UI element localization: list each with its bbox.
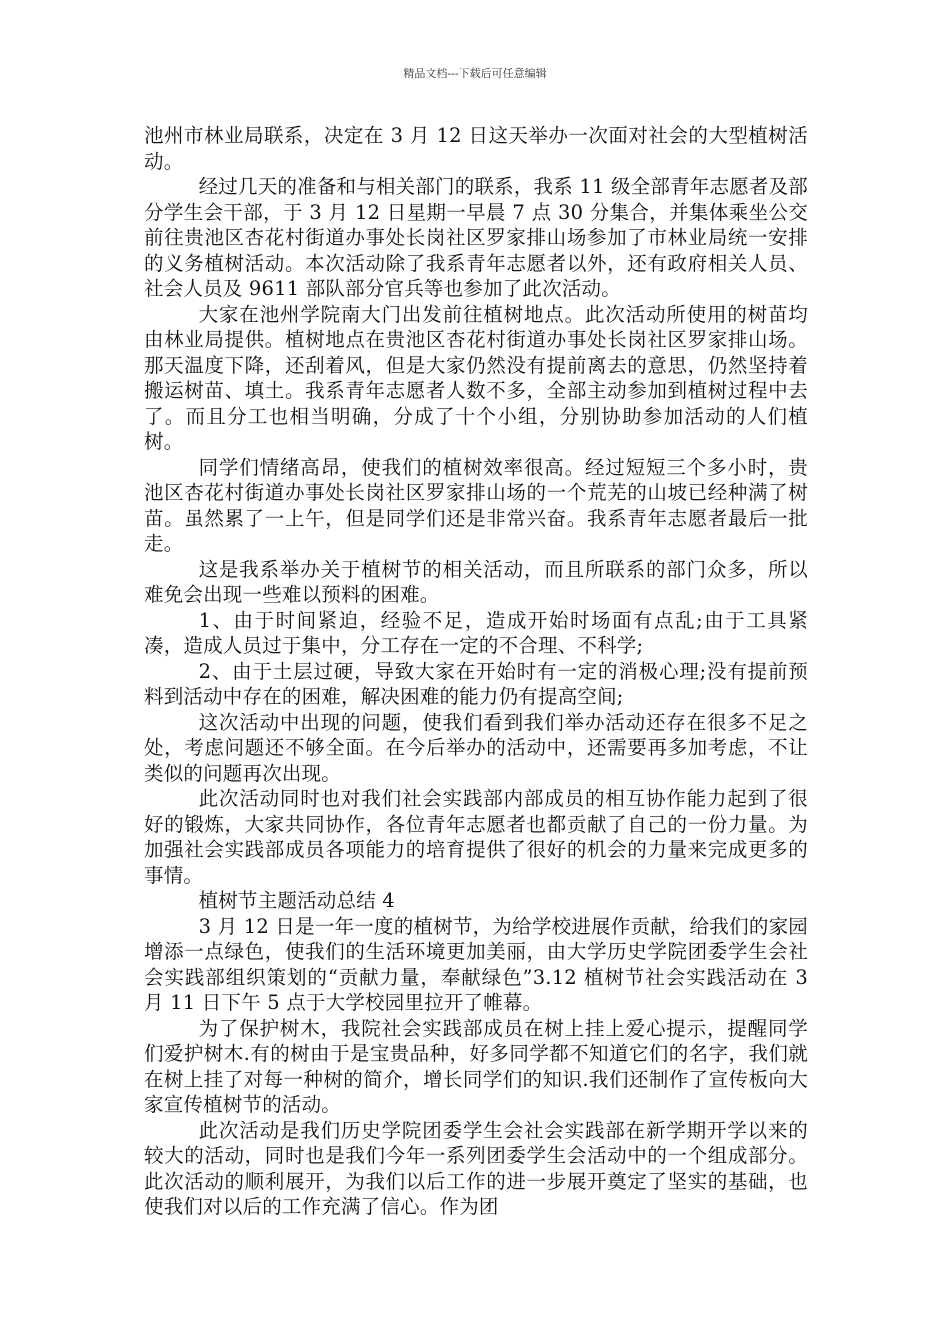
page-header: 精品文档---下载后可任意编辑 (403, 67, 547, 80)
paragraph-8: 3 月 12 日是一年一度的植树节，为给学校进展作贡献，给我们的家园增添一点绿色，使我们的生活环境更加美丽，由大学历史学院团委学生会社会实践部组织策划的“贡献力量，奉献绿色”3.12 植树节社会实践活动在 3 月 11 日下午 5 点于大学校园里拉开了帷幕。 (144, 914, 808, 1014)
paragraph-6: 这次活动中出现的问题，使我们看到我们举办活动还存在很多不足之处，考虑问题还不够全面。在今后举办的活动中，还需要再多加考虑，不让类似的问题再次出现。 (144, 710, 808, 785)
paragraph-7: 此次活动同时也对我们社会实践部内部成员的相互协作能力起到了很好的锻炼，大家共同协作，各位青年志愿者也都贡献了自己的一份力量。为加强社会实践部成员各项能力的培育提供了很好的机会的力量来完成更多的事情。 (144, 787, 808, 887)
paragraph-10: 此次活动是我们历史学院团委学生会社会实践部在新学期开学以来的较大的活动，同时也是我们今年一系列团委学生会活动中的一个组成部分。此次活动的顺利展开，为我们以后工作的进一步展开奠定了坚实的基础，也使我们对以后的工作充满了信心。作为团 (144, 1118, 808, 1218)
document-body (144, 123, 808, 1220)
paragraph-2: 经过几天的准备和与相关部门的联系，我系 11 级全部青年志愿者及部分学生会干部，于 3 月 12 日星期一早晨 7 点 30 分集合，并集体乘坐公交前往贵池区杏花村街道办事处长岗社区罗家排山场参加了市林业局统一安排的义务植树活动。本次活动除了我系青年志愿者以外，还有政府相关人员、社会人员及 9611 部队部分官兵等也参加了此次活动。 (144, 175, 808, 300)
list-item-1: 1、由于时间紧迫，经验不足，造成开始时场面有点乱;由于工具紧凑，造成人员过于集中，分工存在一定的不合理、不科学; (144, 608, 808, 657)
paragraph-9: 为了保护树木，我院社会实践部成员在树上挂上爱心提示，提醒同学们爱护树木.有的树由于是宝贵品种，好多同学都不知道它们的名字，我们就在树上挂了对每一种树的简介，增长同学们的知识.我们还制作了宣传板向大家宣传植树节的活动。 (144, 1016, 808, 1116)
paragraph-1: 池州市林业局联系，决定在 3 月 12 日这天举办一次面对社会的大型植树活动。 (144, 124, 808, 173)
section-heading: 植树节主题活动总结 4 (198, 889, 395, 912)
paragraph-3: 大家在池州学院南大门出发前往植树地点。此次活动所使用的树苗均由林业局提供。植树地点在贵池区杏花村街道办事处长岗社区罗家排山场。那天温度下降，还刮着风，但是大家仍然没有提前离去的意思，仍然坚持着搬运树苗、填土。我系青年志愿者人数不多，全部主动参加到植树过程中去了。而且分工也相当明确，分成了十个小组，分别协助参加活动的人们植树。 (144, 302, 808, 453)
list-item-2: 2、由于土层过硬，导致大家在开始时有一定的消极心理;没有提前预料到活动中存在的困难，解决困难的能力仍有提高空间; (144, 659, 808, 708)
paragraph-4: 同学们情绪高昂，使我们的植树效率很高。经过短短三个多小时，贵池区杏花村街道办事处长岗社区罗家排山场的一个荒芜的山坡已经种满了树苗。虽然累了一上午，但是同学们还是非常兴奋。我系青年志愿者最后一批走。 (144, 455, 808, 555)
paragraph-5: 这是我系举办关于植树节的相关活动，而且所联系的部门众多，所以难免会出现一些难以预料的困难。 (144, 557, 808, 606)
